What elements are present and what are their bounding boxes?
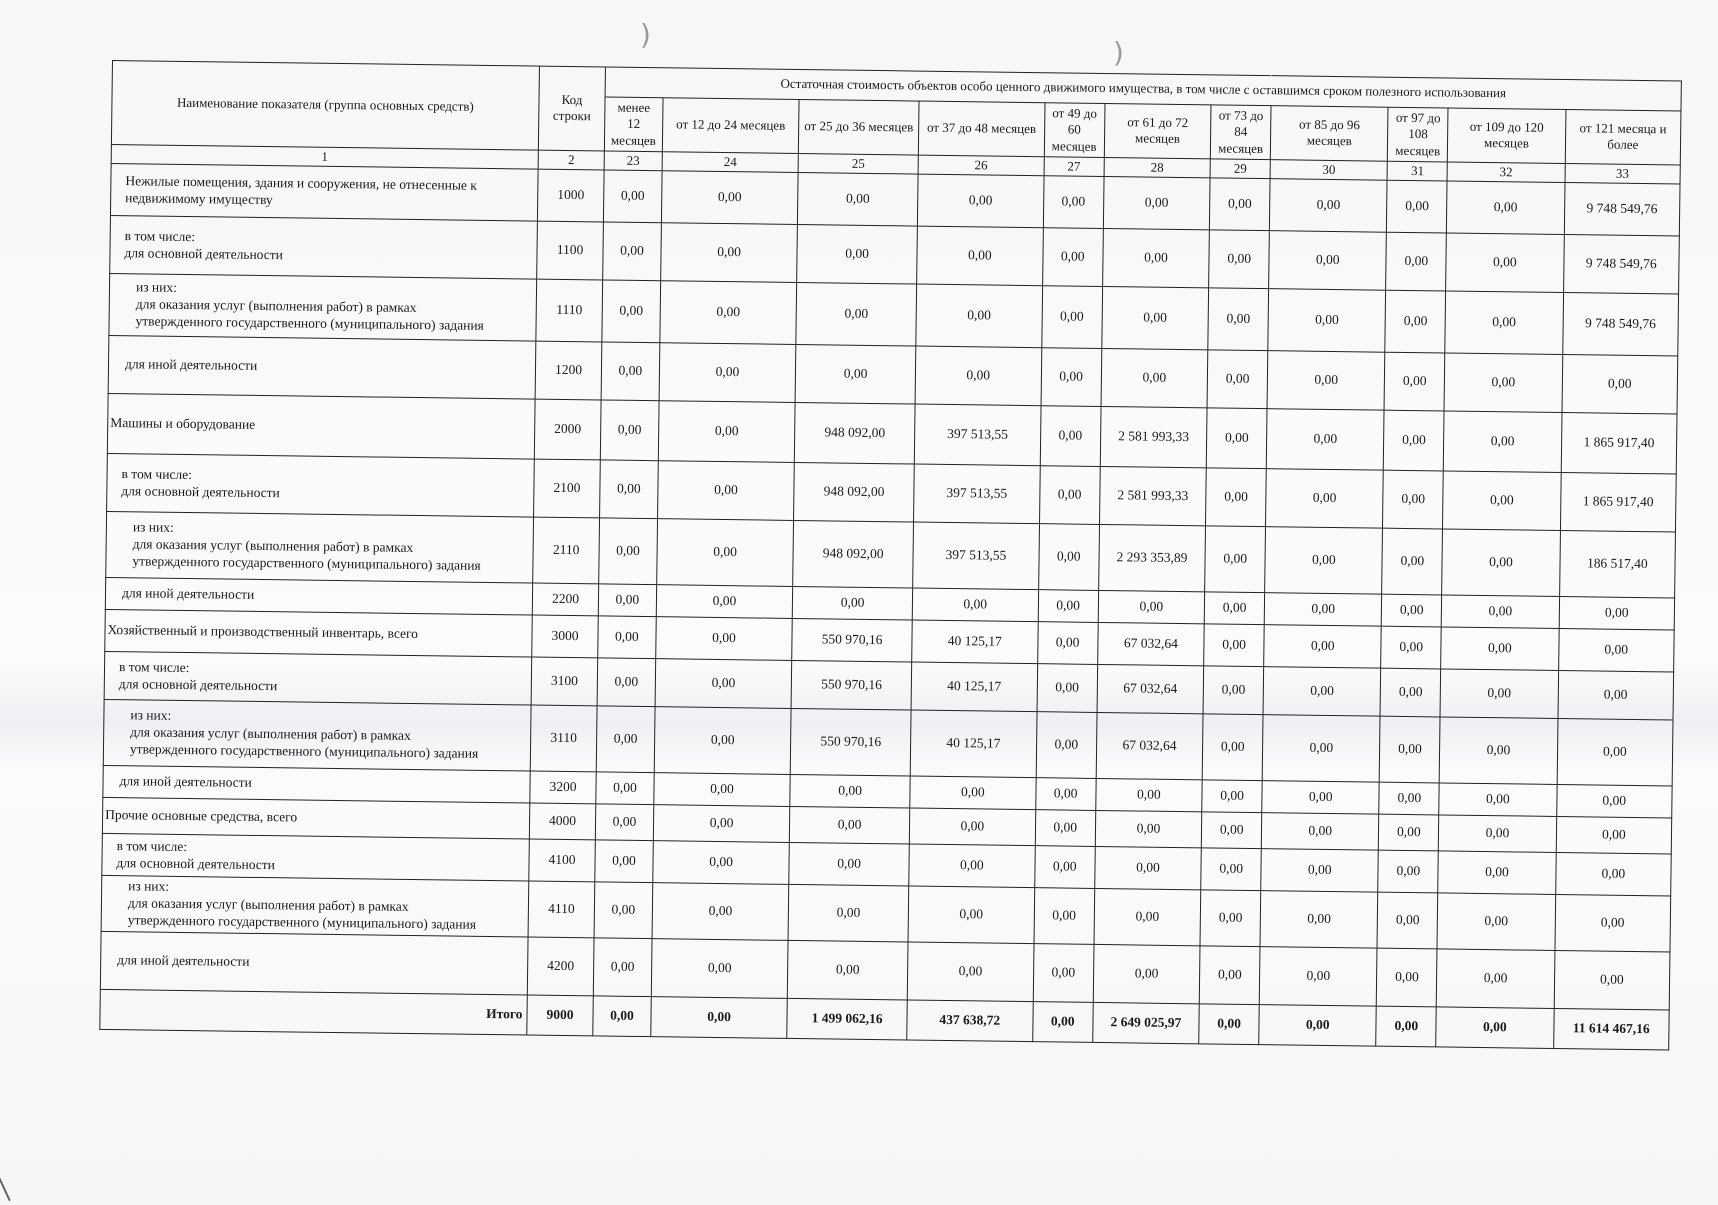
header-period-cell: от 61 до 72 месяцев xyxy=(1104,103,1211,158)
row-name-cell xyxy=(100,931,528,995)
value-cell: 550 970,16 xyxy=(792,618,912,662)
value-cell: 948 092,00 xyxy=(793,520,913,588)
value-cell: 0,00 xyxy=(909,844,1035,888)
row-name-line: Прочие основные средства, всего xyxy=(105,807,298,825)
column-number-cell: 28 xyxy=(1104,157,1211,178)
value-cell: 0,00 xyxy=(1034,888,1094,945)
value-cell: 0,00 xyxy=(1210,178,1270,231)
row-name-line: для основной деятельности xyxy=(121,482,280,500)
value-cell: 0,00 xyxy=(1556,816,1672,854)
value-cell: 0,00 xyxy=(655,617,792,661)
value-cell: 0,00 xyxy=(1206,468,1267,527)
value-cell: 0,00 xyxy=(1385,352,1446,411)
value-cell: 0,00 xyxy=(597,658,655,707)
value-cell: 0,00 xyxy=(1380,716,1441,783)
value-cell: 0,00 xyxy=(1202,780,1262,813)
value-cell: 0,00 xyxy=(1037,622,1097,665)
value-cell: 0,00 xyxy=(1042,286,1103,349)
row-name-line: для иной деятельности xyxy=(124,356,258,373)
value-cell: 2 581 993,33 xyxy=(1100,406,1208,467)
row-name-cell xyxy=(105,609,532,657)
column-number-cell: 26 xyxy=(918,155,1044,176)
value-cell: 1 865 917,40 xyxy=(1561,413,1677,475)
table-body xyxy=(100,163,1680,1049)
value-cell: 0,00 xyxy=(1204,624,1264,667)
value-cell: 0,00 xyxy=(596,706,654,773)
header-period-cell: от 109 до 120 месяцев xyxy=(1448,108,1566,163)
value-cell: 0,00 xyxy=(1095,778,1202,811)
row-code-cell: 4100 xyxy=(529,839,596,882)
value-cell: 9 748 549,76 xyxy=(1562,293,1678,357)
value-cell: 186 517,40 xyxy=(1559,530,1675,598)
row-code-cell: 3100 xyxy=(531,657,598,706)
value-cell: 0,00 xyxy=(1441,595,1559,629)
value-cell: 0,00 xyxy=(1437,893,1555,951)
row-name-line: из них: xyxy=(128,878,170,895)
row-code-cell: 3000 xyxy=(532,615,599,658)
header-period-cell: от 97 до 108 месяцев xyxy=(1388,107,1448,162)
row-name-cell xyxy=(104,651,532,705)
value-cell: 0,00 xyxy=(1043,176,1103,229)
value-cell: 0,00 xyxy=(1102,228,1209,287)
row-name-cell xyxy=(110,163,538,221)
row-name-line: в том числе: xyxy=(121,465,193,482)
value-cell: 0,00 xyxy=(1436,949,1554,1009)
column-number-cell: 25 xyxy=(798,153,918,174)
value-cell: 0,00 xyxy=(1558,670,1674,720)
value-cell: 0,00 xyxy=(1382,528,1443,595)
value-cell: 0,00 xyxy=(654,707,791,775)
value-cell: 0,00 xyxy=(1262,781,1380,815)
value-cell: 0,00 xyxy=(788,940,908,1000)
value-cell: 0,00 xyxy=(1269,231,1387,291)
row-name-cell xyxy=(102,833,529,881)
value-cell: 0,00 xyxy=(1557,718,1673,786)
value-cell: 0,00 xyxy=(1439,815,1557,853)
value-cell: 0,00 xyxy=(1037,664,1097,713)
value-cell: 0,00 xyxy=(1377,892,1437,949)
row-name-line: для основной деятельности xyxy=(118,675,278,693)
value-cell: 0,00 xyxy=(1093,944,1200,1003)
value-cell: 0,00 xyxy=(1205,592,1265,625)
value-cell: 0,00 xyxy=(1439,783,1557,817)
value-cell: 0,00 xyxy=(1379,814,1439,851)
value-cell: 0,00 xyxy=(1377,948,1438,1007)
row-name-cell xyxy=(109,273,537,341)
value-cell: 0,00 xyxy=(1203,666,1263,715)
value-cell: 0,00 xyxy=(599,518,657,585)
value-cell: 0,00 xyxy=(1208,288,1269,351)
value-cell: 0,00 xyxy=(602,280,660,343)
value-cell: 0,00 xyxy=(1266,469,1384,529)
value-cell: 0,00 xyxy=(1200,946,1261,1005)
value-cell: 0,00 xyxy=(1386,232,1447,291)
total-value-cell: 2 649 025,97 xyxy=(1092,1002,1199,1043)
value-cell: 0,00 xyxy=(1094,888,1201,945)
value-cell: 397 513,55 xyxy=(913,464,1040,524)
value-cell: 0,00 xyxy=(1207,408,1268,469)
column-number-cell: 33 xyxy=(1565,163,1681,184)
value-cell: 0,00 xyxy=(1562,355,1678,415)
value-cell: 0,00 xyxy=(1267,351,1385,411)
value-cell: 0,00 xyxy=(1558,628,1674,672)
value-cell: 0,00 xyxy=(1035,810,1095,847)
value-cell: 0,00 xyxy=(909,808,1035,846)
value-cell: 0,00 xyxy=(598,584,656,617)
value-cell: 0,00 xyxy=(1261,813,1379,851)
value-cell: 0,00 xyxy=(656,519,793,587)
value-cell: 0,00 xyxy=(1559,596,1675,630)
value-cell: 0,00 xyxy=(1442,529,1560,597)
row-code-cell: 2110 xyxy=(533,517,600,584)
row-name-cell xyxy=(107,393,535,459)
value-cell: 0,00 xyxy=(912,588,1038,622)
value-cell: 0,00 xyxy=(1033,944,1094,1003)
total-value-cell: 437 638,72 xyxy=(907,1000,1033,1042)
row-name-line: для оказания услуг (выполнения работ) в рамках xyxy=(130,724,411,744)
value-cell: 0,00 xyxy=(1041,348,1102,407)
row-name-line: из них: xyxy=(135,279,178,296)
value-cell: 0,00 xyxy=(657,461,794,521)
value-cell: 0,00 xyxy=(601,342,659,401)
row-name-line: в том числе: xyxy=(124,227,196,244)
row-name-line: в том числе: xyxy=(116,837,188,854)
row-code-cell: 1110 xyxy=(536,279,603,342)
document-area xyxy=(99,60,1682,1050)
value-cell: 67 032,64 xyxy=(1096,712,1204,779)
total-code-cell: 9000 xyxy=(527,995,594,1036)
value-cell: 0,00 xyxy=(1035,846,1095,889)
header-group-title: Остаточная стоимость объектов особо ценного движимого имущества, в том числе с оставшимся сроком полезного использования xyxy=(605,67,1681,111)
column-number-cell: 29 xyxy=(1210,159,1270,179)
row-name-line: для иной деятельности xyxy=(119,773,252,790)
row-name-line: утвержденного государственного (муниципального) задания xyxy=(135,313,484,333)
row-name-cell xyxy=(101,875,529,937)
value-cell: 0,00 xyxy=(795,344,915,404)
total-label: Итого xyxy=(100,989,527,1035)
value-cell: 0,00 xyxy=(1443,471,1561,531)
value-cell: 0,00 xyxy=(1444,353,1562,413)
total-value-cell: 0,00 xyxy=(593,996,651,1037)
value-cell: 0,00 xyxy=(1260,891,1378,949)
column-number-cell: 32 xyxy=(1447,162,1565,183)
row-name-cell xyxy=(108,335,536,399)
value-cell: 0,00 xyxy=(1268,289,1386,353)
value-cell: 0,00 xyxy=(604,170,662,223)
column-number-cell: 31 xyxy=(1388,161,1448,181)
value-cell: 0,00 xyxy=(788,884,908,942)
column-number-cell: 24 xyxy=(662,151,799,172)
value-cell: 0,00 xyxy=(790,806,910,844)
total-value-cell: 0,00 xyxy=(1199,1004,1259,1045)
value-cell: 0,00 xyxy=(1205,526,1266,593)
value-cell: 397 513,55 xyxy=(914,404,1041,466)
value-cell: 0,00 xyxy=(917,174,1044,228)
total-value-cell: 1 499 062,16 xyxy=(787,998,907,1040)
row-name-line: для основной деятельности xyxy=(124,244,284,262)
row-name-line: утвержденного государственного (муниципального) задания xyxy=(127,912,477,932)
value-cell: 0,00 xyxy=(798,172,918,226)
value-cell: 550 970,16 xyxy=(791,660,911,710)
value-cell: 0,00 xyxy=(653,841,790,885)
row-name-line: недвижимому имуществу xyxy=(125,189,273,207)
total-value-cell: 0,00 xyxy=(1033,1002,1093,1043)
value-cell: 0,00 xyxy=(1556,784,1672,818)
row-name-line: утвержденного государственного (муниципального) задания xyxy=(132,553,481,573)
value-cell: 0,00 xyxy=(1441,627,1559,671)
row-name-line: для оказания услуг (выполнения работ) в рамках xyxy=(127,895,409,915)
value-cell: 0,00 xyxy=(660,281,797,345)
header-period-cell: от 73 до 84 месяцев xyxy=(1211,105,1271,160)
value-cell: 0,00 xyxy=(1103,176,1210,229)
header-code-column: Код строки xyxy=(538,66,605,151)
value-cell: 0,00 xyxy=(1038,590,1098,623)
value-cell: 0,00 xyxy=(1263,667,1381,717)
row-name-line: утвержденного государственного (муниципального) задания xyxy=(129,741,479,761)
column-number-cell: 2 xyxy=(538,150,604,170)
value-cell: 0,00 xyxy=(1259,947,1377,1007)
value-cell: 0,00 xyxy=(603,222,661,281)
total-value-cell: 0,00 xyxy=(1436,1007,1554,1049)
value-cell: 550 970,16 xyxy=(791,708,911,776)
value-cell: 2 293 353,89 xyxy=(1098,524,1206,591)
value-cell: 0,00 xyxy=(1264,593,1382,627)
value-cell: 0,00 xyxy=(915,346,1042,406)
value-cell: 0,00 xyxy=(1439,717,1557,785)
value-cell: 0,00 xyxy=(907,942,1034,1002)
row-code-cell: 2200 xyxy=(532,583,599,616)
value-cell: 0,00 xyxy=(595,840,653,883)
value-cell: 0,00 xyxy=(593,938,651,997)
row-code-cell: 1200 xyxy=(535,341,602,400)
header-name-column: Наименование показателя (группа основных средств) xyxy=(111,61,539,150)
value-cell: 0,00 xyxy=(1443,411,1561,473)
row-name-line: из них: xyxy=(130,707,172,724)
row-code-cell: 1000 xyxy=(537,169,604,222)
value-cell: 0,00 xyxy=(1382,594,1442,627)
header-period-cell: от 37 до 48 месяцев xyxy=(918,101,1045,156)
value-cell: 0,00 xyxy=(1042,228,1103,287)
total-value-cell: 0,00 xyxy=(650,997,787,1039)
value-cell: 0,00 xyxy=(917,226,1044,286)
value-cell: 0,00 xyxy=(1094,846,1201,889)
row-code-cell: 3110 xyxy=(530,705,597,772)
row-name-cell xyxy=(103,699,531,771)
value-cell: 0,00 xyxy=(1200,890,1260,947)
column-number-cell: 1 xyxy=(111,144,538,169)
value-cell: 0,00 xyxy=(1446,233,1564,293)
value-cell: 397 513,55 xyxy=(913,522,1040,590)
row-name-line: в том числе: xyxy=(118,658,190,675)
value-cell: 948 092,00 xyxy=(794,462,914,522)
header-period-cell: от 49 до 60 месяцев xyxy=(1044,103,1104,158)
value-cell: 0,00 xyxy=(1379,782,1439,815)
header-period-cell: от 121 месяца и более xyxy=(1565,110,1681,165)
value-cell: 0,00 xyxy=(1036,712,1097,779)
value-cell: 0,00 xyxy=(916,284,1043,348)
row-code-cell: 2000 xyxy=(534,399,601,460)
total-value-cell: 11 614 467,16 xyxy=(1553,1008,1669,1050)
value-cell: 0,00 xyxy=(1095,810,1202,847)
value-cell: 2 581 993,33 xyxy=(1099,466,1206,525)
value-cell: 0,00 xyxy=(908,886,1035,944)
total-value-cell: 0,00 xyxy=(1259,1005,1377,1047)
value-cell: 0,00 xyxy=(1381,668,1441,717)
row-name-cell xyxy=(110,215,538,279)
row-name-line: Хозяйственный и производственный инвентарь, всего xyxy=(107,622,419,642)
value-cell: 0,00 xyxy=(598,616,656,659)
value-cell: 0,00 xyxy=(1264,625,1382,669)
row-name-cell xyxy=(102,797,529,839)
row-name-line: для иной деятельности xyxy=(121,585,255,602)
header-period-cell: от 25 до 36 месяцев xyxy=(799,100,919,155)
value-cell: 67 032,64 xyxy=(1097,622,1204,665)
row-code-cell: 4110 xyxy=(528,881,595,938)
value-cell: 0,00 xyxy=(910,776,1036,810)
scan-artifact-mark: ) xyxy=(1113,36,1124,69)
value-cell: 0,00 xyxy=(653,805,790,843)
value-cell: 0,00 xyxy=(796,282,916,346)
value-cell: 0,00 xyxy=(1383,470,1444,529)
value-cell: 0,00 xyxy=(594,882,652,939)
row-name-line: для иной деятельности xyxy=(117,952,250,969)
value-cell: 0,00 xyxy=(600,460,658,519)
row-code-cell: 4200 xyxy=(527,937,594,996)
value-cell: 0,00 xyxy=(1384,410,1445,471)
column-number-cell: 27 xyxy=(1044,156,1104,176)
value-cell: 0,00 xyxy=(1202,812,1262,849)
column-number-cell: 30 xyxy=(1270,159,1388,180)
value-cell: 0,00 xyxy=(596,772,654,805)
value-cell: 0,00 xyxy=(654,773,791,807)
value-cell: 0,00 xyxy=(1101,348,1208,407)
value-cell: 0,00 xyxy=(1202,714,1263,781)
value-cell: 0,00 xyxy=(1554,950,1670,1010)
value-cell: 0,00 xyxy=(797,224,917,284)
value-cell: 0,00 xyxy=(1201,848,1261,891)
row-name-line: для оказания услуг (выполнения работ) в рамках xyxy=(132,536,414,556)
value-cell: 0,00 xyxy=(1387,180,1447,233)
row-code-cell: 3200 xyxy=(530,771,597,804)
value-cell: 0,00 xyxy=(1378,850,1438,893)
value-cell: 0,00 xyxy=(595,804,653,841)
row-name-line: Нежилые помещения, здания и сооружения, не отнесенные к xyxy=(125,172,477,193)
row-name-cell xyxy=(107,453,535,517)
value-cell: 0,00 xyxy=(651,939,788,999)
scan-artifact-mark: ) xyxy=(640,18,651,51)
value-cell: 0,00 xyxy=(1101,286,1209,349)
scan-edge-line xyxy=(0,1169,20,1201)
row-name-line: Машины и оборудование xyxy=(110,415,256,432)
value-cell: 0,00 xyxy=(1555,894,1671,952)
header-period-cell: менее 12 месяцев xyxy=(604,97,662,151)
value-cell: 0,00 xyxy=(600,400,658,461)
value-cell: 0,00 xyxy=(1038,524,1099,591)
value-cell: 0,00 xyxy=(789,842,909,886)
value-cell: 0,00 xyxy=(1039,466,1100,525)
value-cell: 40 125,17 xyxy=(910,710,1037,778)
value-cell: 0,00 xyxy=(652,883,789,941)
value-cell: 0,00 xyxy=(1555,852,1671,896)
row-name-line: для оказания услуг (выполнения работ) в рамках xyxy=(135,296,417,316)
value-cell: 0,00 xyxy=(1266,409,1384,471)
value-cell: 0,00 xyxy=(658,401,795,463)
value-cell: 0,00 xyxy=(1262,715,1380,783)
header-period-cell: от 12 до 24 месяцев xyxy=(662,98,799,154)
value-cell: 67 032,64 xyxy=(1097,664,1204,713)
value-cell: 948 092,00 xyxy=(795,402,915,464)
value-cell: 0,00 xyxy=(656,585,793,619)
value-cell: 0,00 xyxy=(1447,181,1565,235)
value-cell: 0,00 xyxy=(793,586,913,620)
header-period-cell: от 85 до 96 месяцев xyxy=(1270,106,1388,161)
value-cell: 0,00 xyxy=(1385,290,1446,353)
row-code-cell: 1100 xyxy=(537,221,604,280)
value-cell: 0,00 xyxy=(1269,179,1387,233)
value-cell: 40 125,17 xyxy=(911,662,1038,712)
value-cell: 0,00 xyxy=(661,171,798,225)
total-value-cell: 0,00 xyxy=(1376,1006,1436,1047)
value-cell: 40 125,17 xyxy=(912,620,1038,664)
value-cell: 0,00 xyxy=(1438,851,1556,895)
value-cell: 9 748 549,76 xyxy=(1563,235,1679,295)
value-cell: 0,00 xyxy=(1445,291,1563,355)
value-cell: 0,00 xyxy=(660,223,797,283)
row-code-cell: 4000 xyxy=(529,803,596,840)
row-code-cell: 2100 xyxy=(533,459,600,518)
column-number-cell: 23 xyxy=(604,151,662,171)
fixed-assets-table xyxy=(99,60,1682,1050)
value-cell: 0,00 xyxy=(659,343,796,403)
value-cell: 0,00 xyxy=(790,774,910,808)
row-name-line: из них: xyxy=(132,519,174,536)
value-cell: 9 748 549,76 xyxy=(1564,183,1680,237)
value-cell: 0,00 xyxy=(1040,406,1101,467)
value-cell: 0,00 xyxy=(1036,778,1096,811)
value-cell: 0,00 xyxy=(1381,626,1441,669)
value-cell: 0,00 xyxy=(1098,590,1205,623)
value-cell: 0,00 xyxy=(655,659,792,709)
value-cell: 0,00 xyxy=(1209,230,1270,289)
value-cell: 1 865 917,40 xyxy=(1560,473,1676,533)
value-cell: 0,00 xyxy=(1207,350,1268,409)
row-name-cell xyxy=(106,511,534,583)
value-cell: 0,00 xyxy=(1261,849,1379,893)
value-cell: 0,00 xyxy=(1265,527,1383,595)
row-name-line: для основной деятельности xyxy=(116,854,276,872)
value-cell: 0,00 xyxy=(1440,669,1558,719)
